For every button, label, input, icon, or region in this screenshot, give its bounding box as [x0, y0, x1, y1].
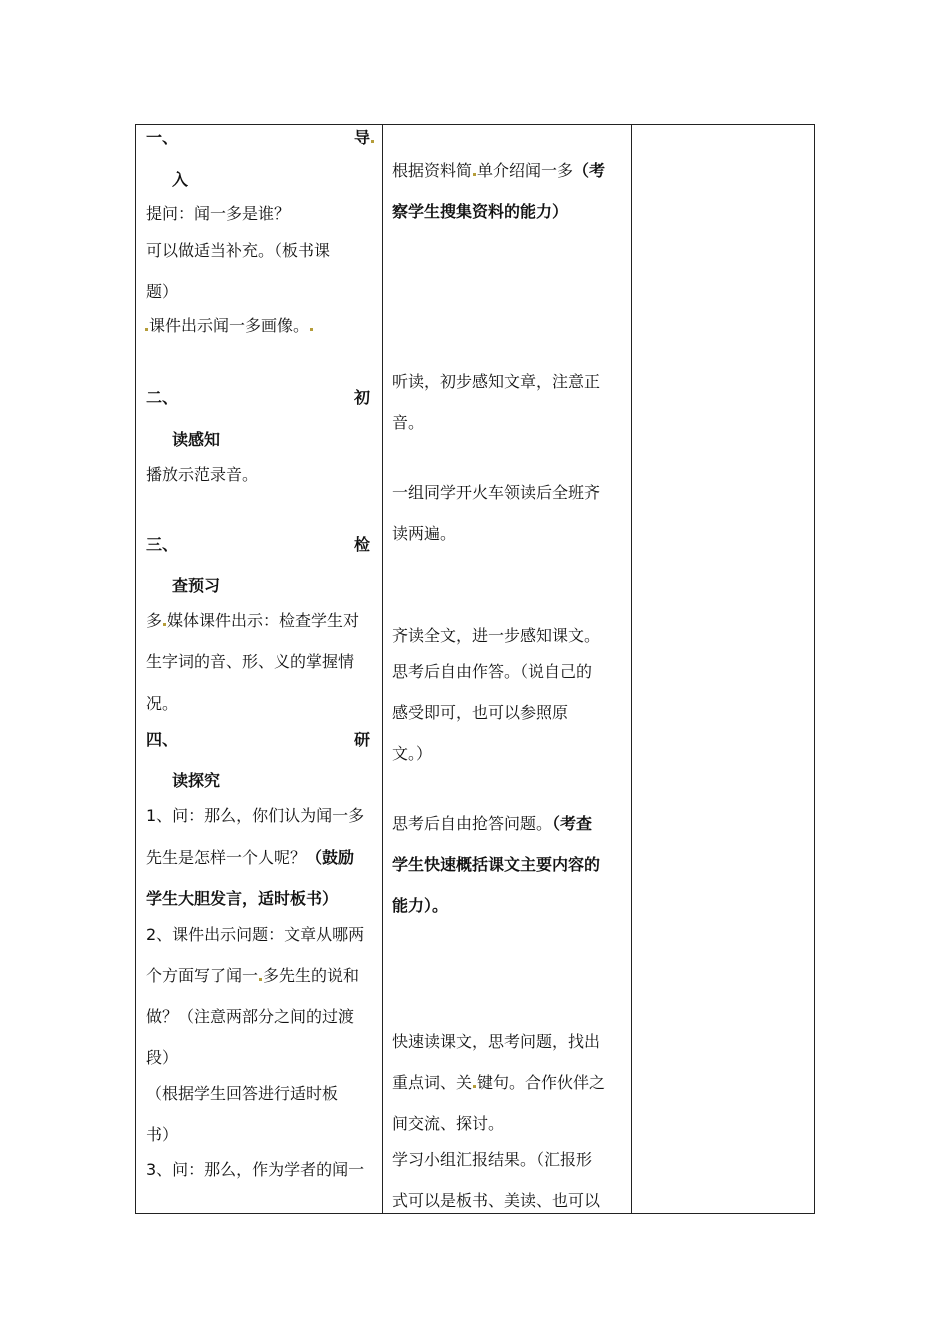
answer-5-line-2: 学生快速概括课文主要内容的 [392, 855, 601, 874]
answer-4-line-2: 思考后自由作答。（说自己的 [392, 662, 593, 681]
mark-dot [163, 623, 166, 626]
mark-dot [371, 140, 374, 143]
section-4-title-rest: 读探究 [172, 771, 221, 790]
question-2-line-2: 个方面写了闻一 多先生的说和 [146, 966, 360, 985]
mark-dot [473, 173, 476, 176]
column-divider-2 [631, 125, 632, 1213]
question-2-line-4: 段） [146, 1048, 179, 1067]
section-3-line-3: 况。 [146, 694, 179, 713]
answer-4-line-1: 齐读全文，进一步感知课文。 [392, 626, 601, 645]
section-3-line-1: 多 媒体课件出示：检查学生对 [146, 611, 360, 630]
section-2-line-1: 播放示范录音。 [146, 465, 259, 484]
section-3-title-char-1: 检 [354, 535, 371, 554]
question-1-line-1: 1、问：那么，你们认为闻一多 [146, 806, 365, 825]
mark-dot [310, 328, 313, 331]
section-3-number: 三、 [146, 535, 179, 554]
answer-1-line-2: 察学生搜集资料的能力） [392, 202, 569, 221]
section-1-title-char-1: 导 [354, 128, 375, 148]
question-2-line-6: 书） [146, 1125, 179, 1144]
section-4-title-char-1: 研 [354, 730, 371, 749]
answer-6-line-1: 快速读课文，思考问题，找出 [392, 1032, 601, 1051]
question-1-line-3: 学生大胆发言，适时板书） [146, 889, 339, 908]
answer-6-line-2: 重点词、关 键句。合作伙伴之 [392, 1073, 606, 1092]
section-4-number: 四、 [146, 730, 179, 749]
section-3-line-2: 生字词的音、形、义的掌握情 [146, 652, 355, 671]
answer-4-line-4: 文。） [392, 744, 433, 763]
answer-3-line-1: 一组同学开火车领读后全班齐 [392, 483, 601, 502]
question-1-line-2: 先生是怎样一个人呢？（鼓励 [146, 848, 355, 867]
mark-dot [145, 328, 148, 331]
answer-5-line-3: 能力）。 [392, 896, 449, 915]
answer-4-line-3: 感受即可，也可以参照原 [392, 703, 569, 722]
question-2-line-5: （根据学生回答进行适时板 [146, 1084, 339, 1103]
answer-7-line-1: 学习小组汇报结果。（汇报形 [392, 1150, 593, 1169]
section-3-title-rest: 查预习 [172, 576, 221, 595]
column-divider-1 [382, 125, 383, 1213]
question-3-line-1: 3、问：那么，作为学者的闻一 [146, 1160, 365, 1179]
question-2-line-1: 2、课件出示问题：文章从哪两 [146, 925, 365, 944]
section-2-number: 二、 [146, 388, 179, 407]
mark-dot [473, 1085, 476, 1088]
section-1-title-char-2: 入 [172, 170, 189, 189]
answer-2-line-2: 音。 [392, 413, 425, 432]
answer-1-line-1: 根据资料简 单介绍闻一多（考 [392, 161, 606, 180]
answer-2-line-1: 听读，初步感知文章，注意正 [392, 372, 601, 391]
section-1-line-1: 提问：闻一多是谁？ [146, 204, 291, 223]
answer-5-line-1: 思考后自由抢答问题。（考查 [392, 814, 593, 833]
mark-dot [259, 978, 262, 981]
question-2-line-3: 做？（注意两部分之间的过渡 [146, 1007, 355, 1026]
section-1-line-3: 题） [146, 282, 179, 301]
answer-7-line-2: 式可以是板书、美读、也可以 [392, 1191, 601, 1210]
section-1-number: 一、 [146, 128, 179, 147]
section-2-title-char-1: 初 [354, 388, 371, 407]
section-1-line-4: 课件出示闻一多画像。 [144, 316, 314, 336]
section-2-title-rest: 读感知 [172, 430, 221, 449]
answer-3-line-2: 读两遍。 [392, 524, 457, 543]
section-1-line-2: 可以做适当补充。（板书课 [146, 241, 331, 260]
answer-6-line-3: 间交流、探讨。 [392, 1114, 505, 1133]
